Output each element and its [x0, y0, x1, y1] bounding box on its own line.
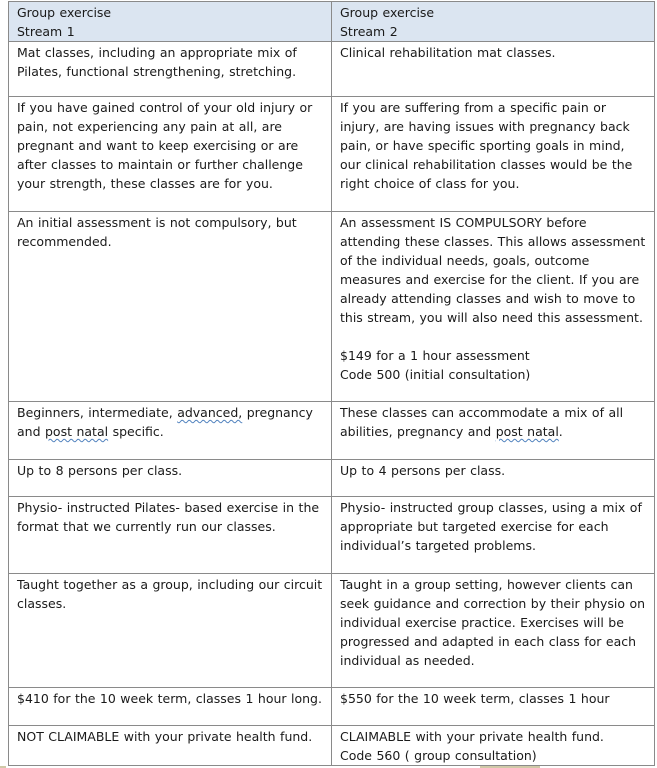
table-cell-stream-1: NOT CLAIMABLE with your private health fund. [9, 726, 332, 766]
header-stream-2 [332, 2, 655, 42]
table-row [9, 726, 655, 766]
table-cell-stream-2: These classes can accommodate a mix of all abilities, pregnancy and post natal. [332, 402, 655, 460]
claimable-text: CLAIMABLE with your private health fund. [340, 729, 604, 744]
table-cell-stream-1: Up to 8 persons per class. [9, 460, 332, 497]
table-cell-stream-1: An initial assessment is not compulsory, but recommended. [9, 212, 332, 402]
comparison-table [8, 1, 655, 766]
table-cell-stream-2: Clinical rehabilitation mat classes. [332, 42, 655, 97]
table-cell-stream-1: Mat classes, including an appropriate mix of Pilates, functional strengthening, stretching. [9, 42, 332, 97]
table-cell-stream-1: Taught together as a group, including our circuit classes. [9, 574, 332, 688]
table-cell-stream-1: Beginners, intermediate, advanced, pregnancy and post natal specific. [9, 402, 332, 460]
table-row [9, 42, 655, 97]
table-row [9, 212, 655, 402]
table-cell-stream-2: Taught in a group setting, however clients can seek guidance and correction by their physio on individual exercise practice. Exercises will be progressed and adapted in each class for each individual as needed. [332, 574, 655, 688]
assessment-code: Code 500 (initial consultation) [340, 367, 531, 382]
group-consultation-code: Code 560 ( group consultation) [340, 748, 537, 763]
header-row [9, 2, 655, 42]
header-stream-2-line-2: Stream 2 [340, 24, 398, 39]
spellcheck-word: advanced, [177, 405, 243, 420]
table-row [9, 688, 655, 726]
table-cell-stream-2: If you are suffering from a specific pain or injury, are having issues with pregnancy back pain, or have specific sporting goals in mind, our clinical rehabilitation classes would be the right choice of class for you. [332, 97, 655, 212]
table-cell-stream-1: Physio- instructed Pilates- based exercise in the format that we currently run our classes. [9, 497, 332, 574]
assessment-price: $149 for a 1 hour assessment [340, 348, 530, 363]
header-stream-1-line-2: Stream 1 [17, 24, 75, 39]
spellcheck-word: post natal [495, 424, 559, 439]
table-cell-stream-2 [332, 212, 655, 402]
header-stream-1-line-1: Group exercise [17, 5, 112, 20]
assessment-description: An assessment IS COMPULSORY before attending these classes. This allows assessment of the individual needs, goals, outcome measures and exercise for the client. If you are already attending classes and wish to move to this stream, you will also need this assessment. [340, 215, 646, 325]
table-cell-stream-1: If you have gained control of your old injury or pain, not experiencing any pain at all, are pregnant and want to keep exercising or are after classes to maintain or further challenge your strength, these classes are for you. [9, 97, 332, 212]
table-cell-stream-2: Physio- instructed group classes, using a mix of appropriate but targeted exercise for each individual’s targeted problems. [332, 497, 655, 574]
table-cell-stream-2 [332, 726, 655, 766]
table-cell-stream-2: $550 for the 10 week term, classes 1 hour [332, 688, 655, 726]
table-cell-stream-1: $410 for the 10 week term, classes 1 hour long. [9, 688, 332, 726]
table-row [9, 402, 655, 460]
table-row [9, 460, 655, 497]
table-row [9, 97, 655, 212]
header-stream-2-line-1: Group exercise [340, 5, 435, 20]
table-cell-stream-2: Up to 4 persons per class. [332, 460, 655, 497]
table-row [9, 574, 655, 688]
header-stream-1 [9, 2, 332, 42]
spellcheck-word: post natal [45, 424, 109, 439]
table-row [9, 497, 655, 574]
